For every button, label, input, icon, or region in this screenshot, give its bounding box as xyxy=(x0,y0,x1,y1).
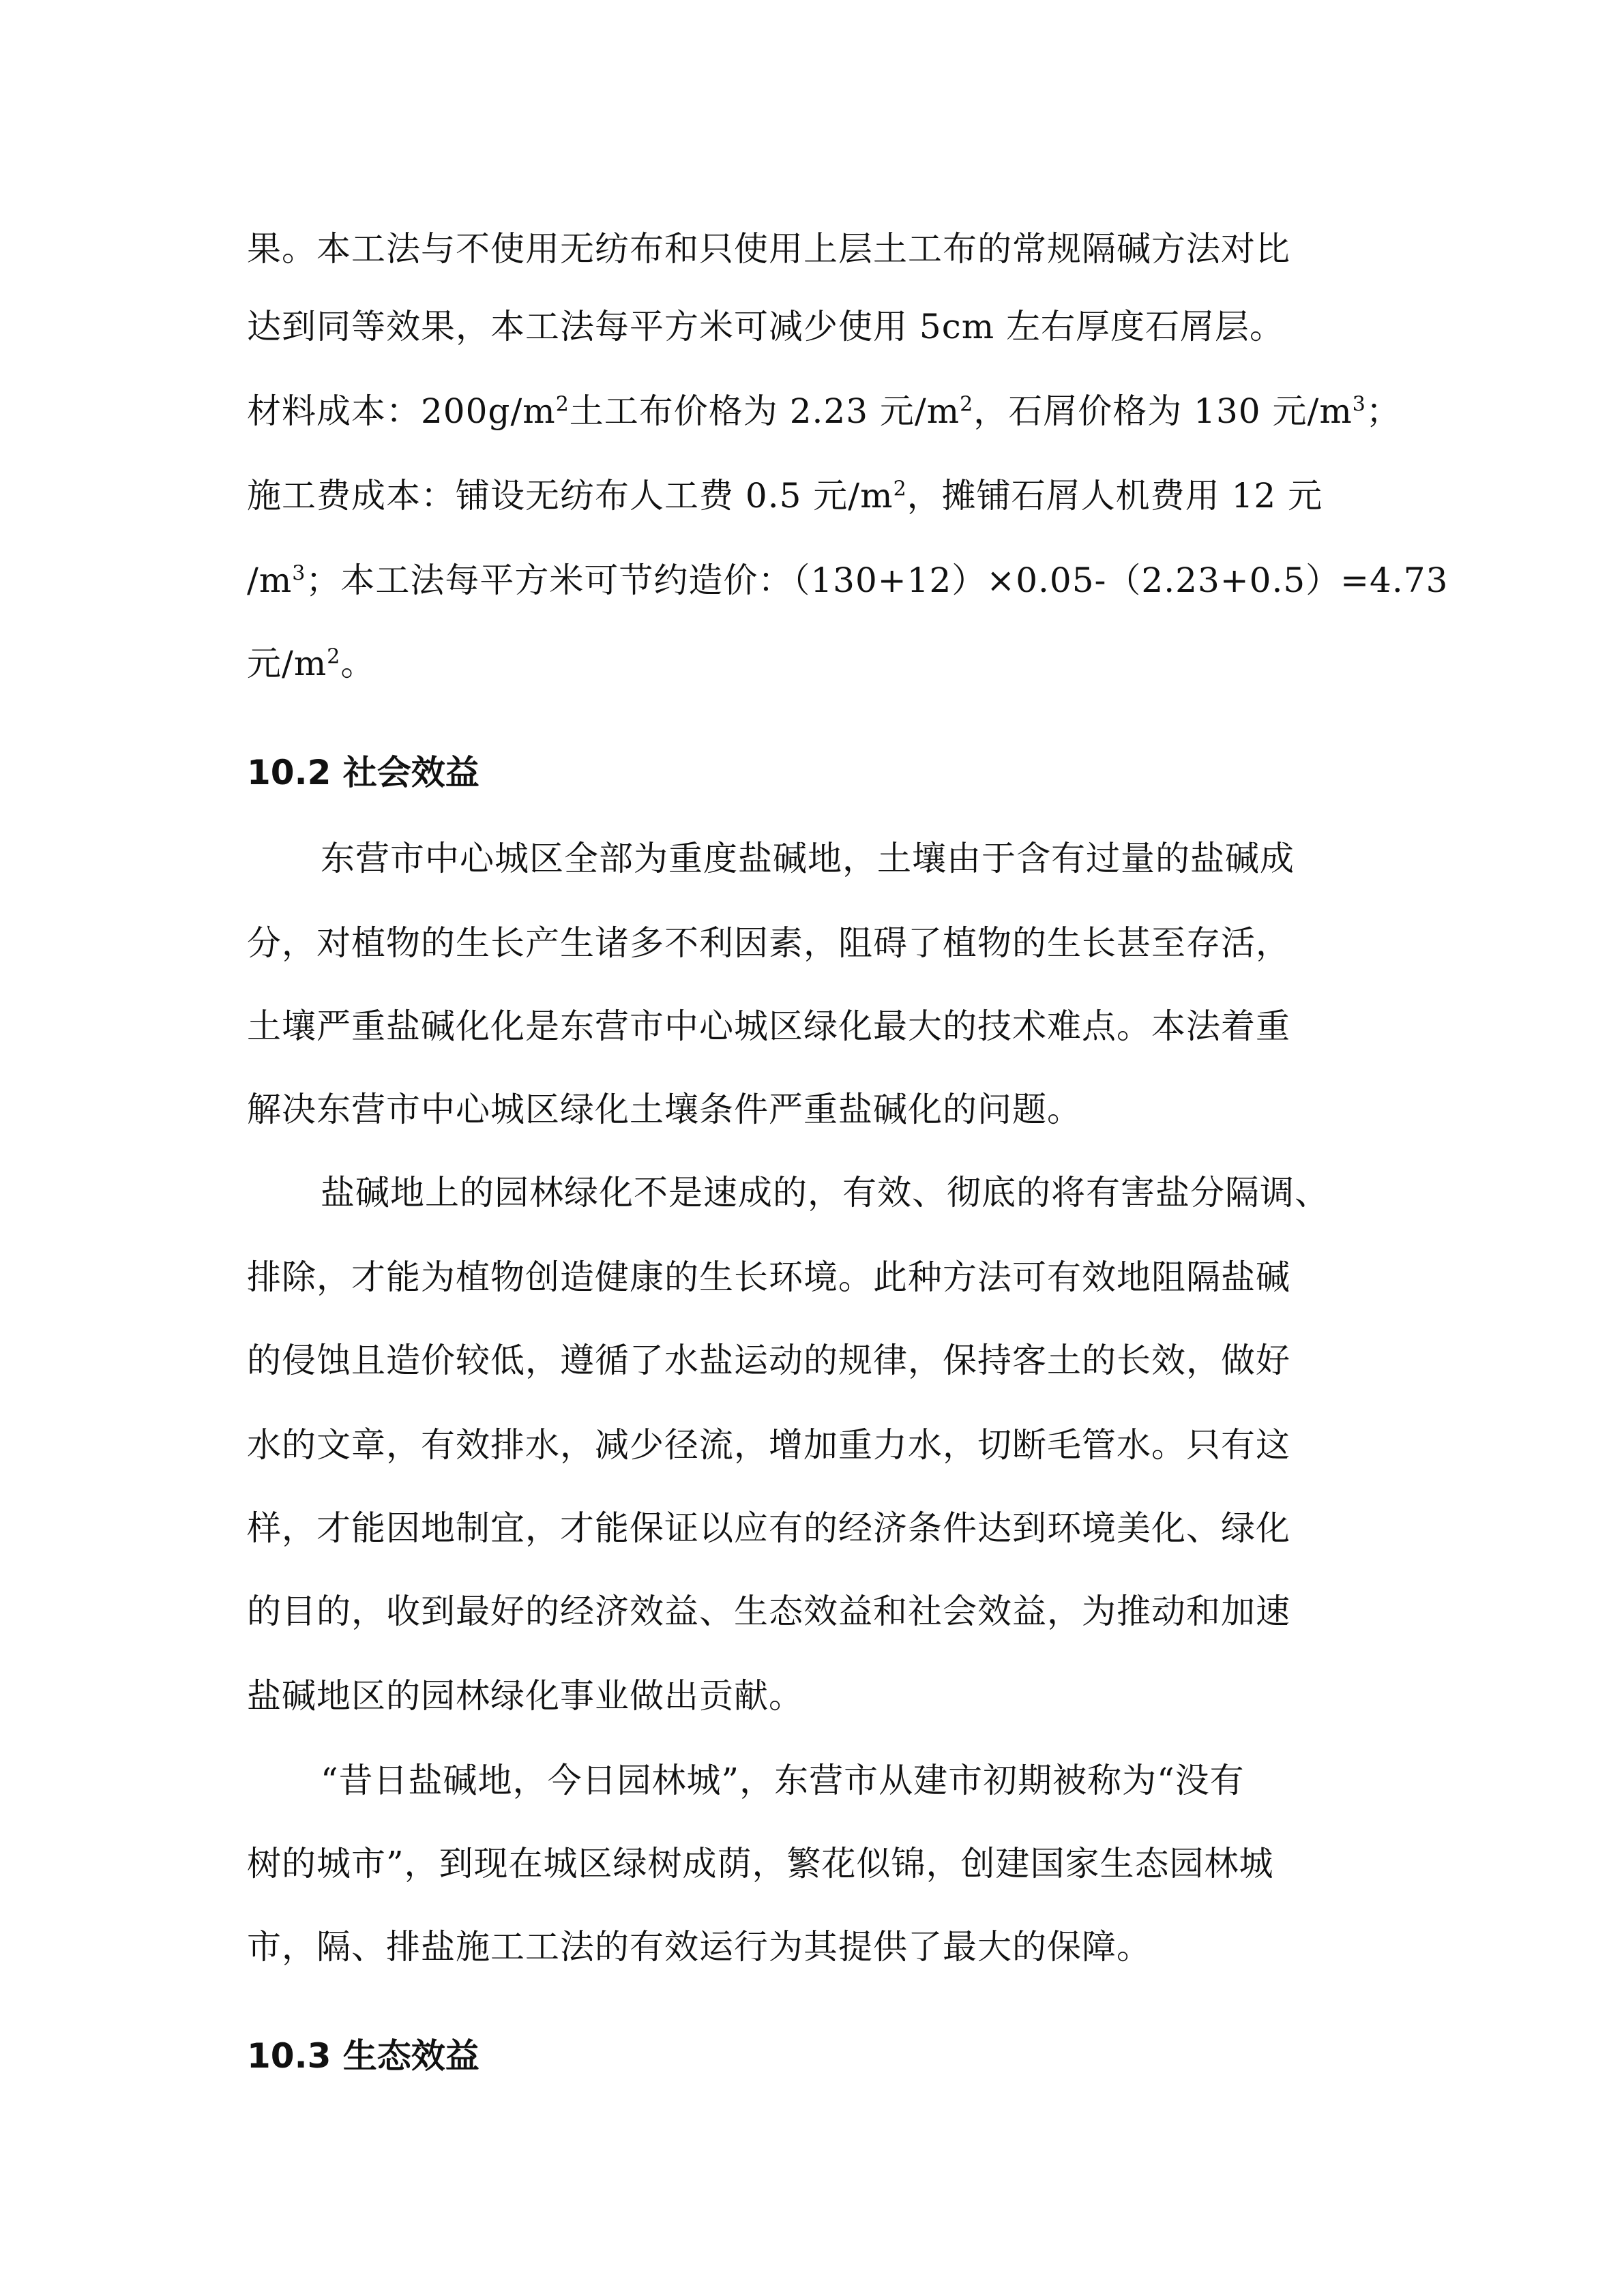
paragraph-line: 盐碱地上的园林绿化不是速成的，有效、彻底的将有害盐分隔调、 xyxy=(321,1173,1329,1212)
text-run: ；本工法每平方米可节约造价：（130+12）×0.05-（2.23+0.5）=4.73 xyxy=(306,561,1449,600)
superscript: 3 xyxy=(1352,392,1366,417)
paragraph-line: 果。本工法与不使用无纺布和只使用上层土工布的常规隔碱方法对比 xyxy=(247,229,1290,269)
text-run: ，石屑价格为 130 元/m xyxy=(973,391,1353,431)
paragraph-line: 样，才能因地制宜，才能保证以应有的经济条件达到环境美化、绿化 xyxy=(247,1508,1290,1548)
paragraph-line: 的侵蚀且造价较低，遵循了水盐运动的规律，保持客土的长效，做好 xyxy=(247,1341,1290,1380)
paragraph-line: 东营市中心城区全部为重度盐碱地，土壤由于含有过量的盐碱成 xyxy=(321,839,1295,878)
section-heading-10-3: 10.3 生态效益 xyxy=(247,2036,479,2076)
text-run: ，摊铺石屑人机费用 12 元 xyxy=(906,476,1323,516)
paragraph-line: 土壤严重盐碱化化是东营市中心城区绿化最大的技术难点。本法着重 xyxy=(247,1007,1290,1046)
text-run: ； xyxy=(1365,391,1401,431)
paragraph-line: 解决东营市中心城区绿化土壤条件严重盐碱化的问题。 xyxy=(247,1090,1082,1129)
superscript: 3 xyxy=(292,561,306,586)
section-heading-10-2: 10.2 社会效益 xyxy=(247,753,479,792)
paragraph-line xyxy=(247,558,1449,603)
paragraph-line: 的目的，收到最好的经济效益、生态效益和社会效益，为推动和加速 xyxy=(247,1592,1290,1631)
paragraph-line: 水的文章，有效排水，减少径流，增加重力水，切断毛管水。只有这 xyxy=(247,1425,1290,1465)
text-run: /m xyxy=(247,561,293,600)
text-run: 材料成本：200g/m xyxy=(247,391,556,431)
superscript: 2 xyxy=(960,392,974,417)
text-run: 施工费成本：铺设无纺布人工费 0.5 元/m xyxy=(247,476,894,516)
paragraph-line xyxy=(247,641,1393,686)
superscript: 2 xyxy=(327,644,341,669)
paragraph-line: 达到同等效果，本工法每平方米可减少使用 5cm 左右厚度石屑层。 xyxy=(247,307,1285,346)
paragraph-line xyxy=(247,473,1393,518)
paragraph-line: 市，隔、排盐施工工法的有效运行为其提供了最大的保障。 xyxy=(247,1927,1151,1967)
paragraph-line: 树的城市”，到现在城区绿树成荫，繁花似锦，创建国家生态园林城 xyxy=(247,1844,1274,1883)
text-run: 元/m xyxy=(247,644,327,683)
superscript: 2 xyxy=(893,477,907,501)
text-run: 土工布价格为 2.23 元/m xyxy=(569,391,960,431)
paragraph-line: 排除，才能为植物创造健康的生长环境。此种方法可有效地阻隔盐碱 xyxy=(247,1257,1290,1297)
paragraph-line: “昔日盐碱地，今日园林城”，东营市从建市初期被称为“没有 xyxy=(321,1761,1245,1800)
paragraph-line: 盐碱地区的园林绿化事业做出贡献。 xyxy=(247,1676,803,1716)
paragraph-line: 分，对植物的生长产生诸多不利因素，阻碍了植物的生长甚至存活， xyxy=(247,923,1290,963)
superscript: 2 xyxy=(555,392,570,417)
paragraph-line xyxy=(247,389,1401,434)
text-run: 。 xyxy=(340,644,376,683)
